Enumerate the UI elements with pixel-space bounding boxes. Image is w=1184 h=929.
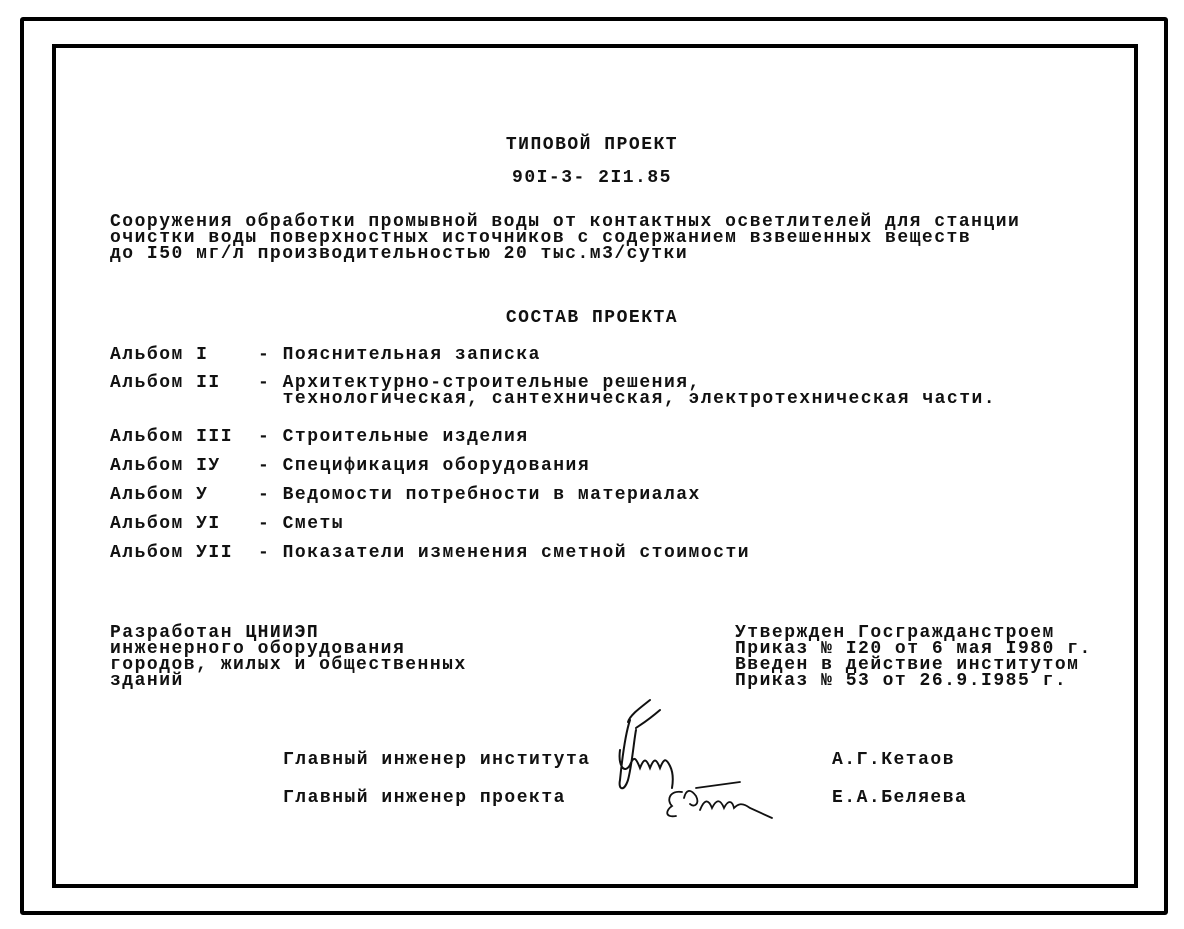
signatory-role: Главный инженер института (283, 750, 591, 770)
developer-line: Разработан ЦНИИЭП (110, 623, 320, 643)
album-label: Альбом IУ (110, 456, 221, 476)
album-label: Альбом III (110, 427, 234, 447)
document-type-title: ТИПОВОЙ ПРОЕКТ (505, 135, 679, 155)
signatory-role: Главный инженер проекта (283, 788, 566, 808)
album-label: Альбом II (110, 373, 221, 393)
description-line: Сооружения обработки промывной воды от контактных осветлителей для станции (110, 212, 1021, 232)
album-label: Альбом У (110, 485, 209, 505)
album-description: - Ведомости потребности в материалах (258, 485, 701, 505)
album-description: - Сметы (258, 514, 345, 534)
description-line: очистки воды поверхностных источников с содержанием взвешенных веществ (110, 228, 972, 248)
developer-line: зданий (110, 671, 184, 691)
signature-chief-engineer-institute (620, 700, 673, 788)
approval-line: Введен в действие институтом (735, 655, 1080, 675)
album-description: технологическая, сантехническая, электротехническая части. (258, 389, 997, 409)
album-description: - Пояснительная записка (258, 345, 541, 365)
signatory-name: Е.А.Беляева (832, 788, 968, 808)
album-label: Альбом УII (110, 543, 234, 563)
album-label: Альбом I (110, 345, 209, 365)
album-description: - Показатели изменения сметной стоимости (258, 543, 751, 563)
approval-line: Приказ № 53 от 26.9.I985 г. (735, 671, 1068, 691)
developer-line: городов, жилых и общественных (110, 655, 467, 675)
developer-line: инженерного оборудования (110, 639, 406, 659)
album-description: - Спецификация оборудования (258, 456, 591, 476)
signatory-name: А.Г.Кетаов (832, 750, 956, 770)
project-number: 90I-3- 2I1.85 (512, 168, 672, 188)
approval-line: Приказ № I20 от 6 мая I980 г. (735, 639, 1092, 659)
signature-chief-engineer-project (667, 782, 772, 818)
handwritten-signatures (600, 680, 820, 820)
album-label: Альбом УI (110, 514, 221, 534)
album-description: - Архитектурно-строительные решения, (258, 373, 701, 393)
composition-title: СОСТАВ ПРОЕКТА (505, 308, 679, 328)
description-line: до I50 мг/л производительностью 20 тыс.м3/сутки (110, 244, 689, 264)
album-description: - Строительные изделия (258, 427, 529, 447)
approval-line: Утвержден Госгражданстроем (735, 623, 1055, 643)
